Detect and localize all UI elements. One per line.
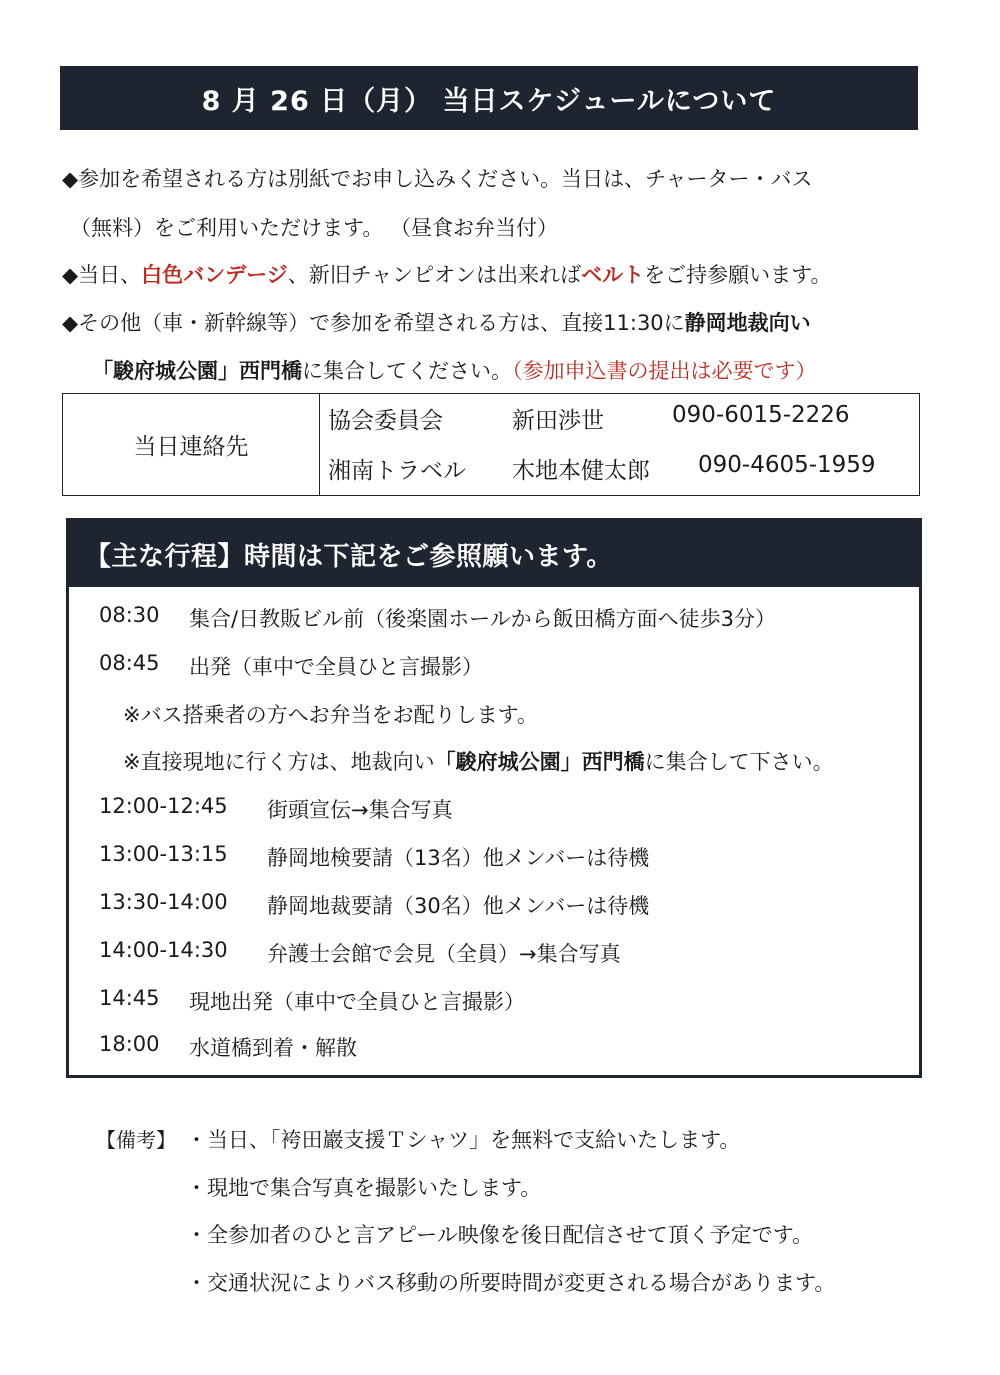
page-title: 8 月 26 日（月） 当日スケジュールについて — [60, 66, 918, 130]
belt-highlight: ベルト — [581, 263, 645, 287]
intro-line-5-b: に集合してください。 — [302, 359, 512, 383]
schedule-desc: 現地出発（車中で全員ひと言撮影） — [189, 990, 525, 1014]
note-item: ・全参加者のひと言アピール映像を後日配信させて頂く予定です。 — [186, 1223, 814, 1247]
note-item: ・交通状況によりバス移動の所要時間が変更される場合があります。 — [186, 1271, 836, 1295]
intro-line-4 — [62, 307, 811, 337]
schedule-desc: 集合/日教販ビル前（後楽園ホールから飯田橋方面へ徒歩3分） — [189, 607, 777, 631]
schedule-time: 14:45 — [99, 986, 160, 1010]
notes-label: 【備考】 — [96, 1128, 176, 1152]
schedule-time: 08:30 — [99, 603, 160, 627]
intro-line-3-a: ◆当日、 — [62, 263, 142, 287]
contact-label: 当日連絡先 — [63, 394, 320, 495]
intro-line-4-a: ◆その他（車・新幹線等）で参加を希望される方は、直接11:30に — [62, 311, 685, 335]
schedule-note-direct-a: ※直接現地に行く方は、地裁向い — [123, 750, 435, 774]
schedule-time: 13:30-14:00 — [99, 890, 228, 914]
schedule-note-direct — [123, 746, 834, 776]
schedule-time: 18:00 — [99, 1032, 160, 1056]
schedule-note-meeting-place: 「駿府城公園」西門橋 — [434, 750, 645, 774]
intro-line-3-e: をご持参願います。 — [644, 263, 832, 287]
schedule-time: 14:00-14:30 — [99, 938, 228, 962]
contact-phone: 090-6015-2226 — [672, 402, 850, 428]
intro-line-3-c: 、新旧チャンピオンは出来れば — [287, 263, 582, 287]
schedule-desc: 出発（車中で全員ひと言撮影） — [189, 655, 483, 679]
note-item: ・当日、「袴田巖支援Ｔシャツ」を無料で支給いたします。 — [186, 1128, 741, 1152]
intro-line-2: （無料）をご利用いただけます。 （昼食お弁当付） — [70, 216, 558, 240]
contact-org: 湘南トラベル — [328, 458, 466, 484]
schedule-box — [66, 518, 922, 1078]
meeting-place: 「駿府城公園」西門橋 — [92, 359, 302, 383]
intro-line-3 — [62, 259, 831, 289]
schedule-time: 13:00-13:15 — [99, 842, 228, 866]
intro-line-5 — [92, 355, 817, 385]
schedule-desc: 静岡地検要請（13名）他メンバーは待機 — [267, 846, 650, 870]
schedule-desc: 水道橋到着・解散 — [189, 1036, 357, 1060]
note-item: ・現地で集合写真を撮影いたします。 — [186, 1176, 542, 1200]
schedule-header: 【主な行程】時間は下記をご参照願います。 — [69, 521, 919, 587]
contact-phone: 090-4605-1959 — [698, 452, 876, 478]
contact-name: 木地本健太郎 — [512, 458, 650, 484]
court-location: 静岡地裁向い — [684, 311, 811, 335]
contact-table — [62, 393, 920, 496]
schedule-time: 08:45 — [99, 651, 160, 675]
schedule-desc: 街頭宣伝→集合写真 — [267, 798, 453, 822]
schedule-desc: 弁護士会館で会見（全員）→集合写真 — [267, 942, 621, 966]
schedule-time: 12:00-12:45 — [99, 794, 228, 818]
schedule-note-bento: ※バス搭乗者の方へお弁当をお配りします。 — [123, 703, 538, 727]
contact-org: 協会委員会 — [328, 408, 443, 434]
application-required-note: （参加申込書の提出は必要です） — [512, 359, 817, 383]
contact-rows — [320, 394, 919, 495]
intro-line-1: ◆参加を希望される方は別紙でお申し込みください。当日は、チャーター・バス — [62, 167, 813, 191]
bandage-highlight: 白色バンデージ — [141, 263, 288, 287]
contact-name: 新田渉世 — [512, 408, 604, 434]
schedule-desc: 静岡地裁要請（30名）他メンバーは待機 — [267, 894, 650, 918]
schedule-note-direct-c: に集合して下さい。 — [644, 750, 834, 774]
